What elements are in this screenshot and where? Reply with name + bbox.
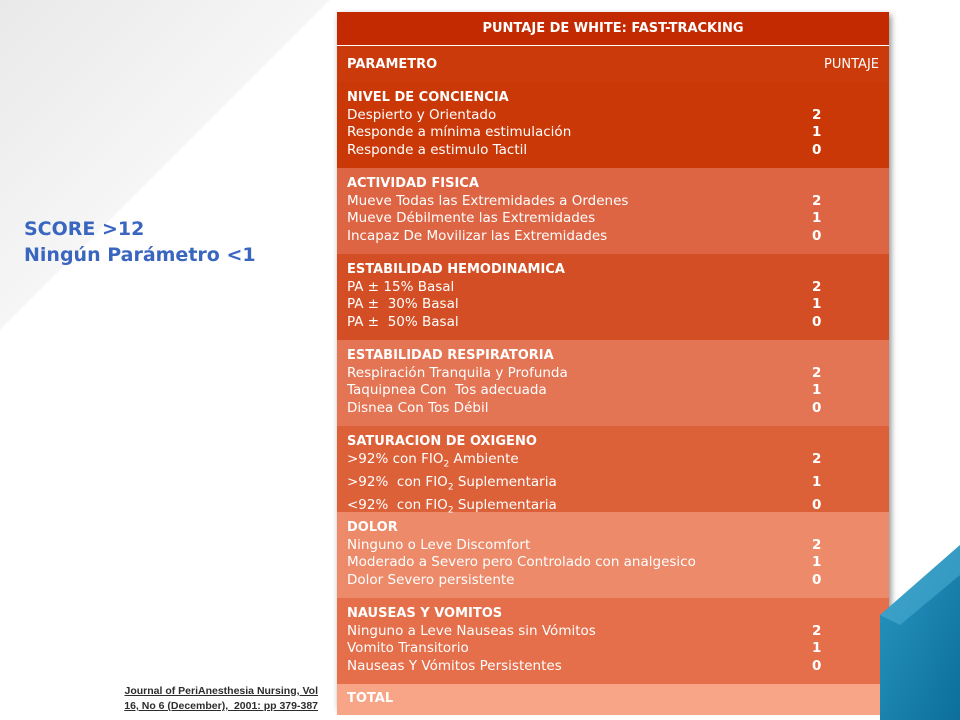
label-prefix: >92% con FIO: [347, 450, 444, 467]
row-score: 1: [812, 296, 822, 312]
label-suffix: Ambiente: [449, 450, 519, 467]
total-label: TOTAL: [347, 691, 394, 706]
fio2-subscript: 2: [443, 459, 450, 470]
row-score: 2: [812, 450, 822, 467]
row-label: Disnea Con Tos Débil: [347, 399, 489, 416]
row-score: 2: [812, 106, 822, 123]
row-label: Vomito Transitorio: [347, 640, 469, 656]
citation-line-2: 16, No 6 (December), 2001: pp 379-387: [124, 700, 318, 712]
column-header-parametro: PARAMETRO: [347, 56, 438, 72]
section-title: ESTABILIDAD RESPIRATORIA: [347, 348, 554, 363]
row-score: 2: [812, 278, 822, 295]
table-row: [347, 658, 879, 676]
section-title: ACTIVIDAD FISICA: [347, 176, 479, 191]
row-label: Respiración Tranquila y Profunda: [347, 364, 568, 381]
row-score: 0: [812, 227, 822, 244]
table-row: [347, 400, 879, 418]
table-row: [347, 640, 879, 658]
row-score: 1: [812, 124, 822, 140]
table-row: [347, 497, 879, 520]
table-row: [347, 296, 879, 314]
column-header-row: [337, 46, 889, 82]
row-label: Responde a estimulo Tactil: [347, 141, 528, 158]
score-line-2: Ningún Parámetro <1: [24, 244, 256, 266]
citation-line-1: Journal of PeriAnesthesia Nursing, Vol: [124, 685, 318, 697]
row-score: 2: [812, 622, 822, 639]
row-score: 1: [812, 640, 822, 656]
table-row: [347, 572, 879, 590]
citation: [60, 684, 318, 714]
row-score: 0: [812, 496, 822, 513]
total-row: [337, 684, 889, 715]
row-score: 0: [812, 313, 822, 330]
row-score: 1: [812, 210, 822, 226]
table-title: PUNTAJE DE WHITE: FAST-TRACKING: [337, 12, 889, 46]
row-score: 0: [812, 399, 822, 416]
table-row: [347, 554, 879, 572]
row-label: Taquipnea Con Tos adecuada: [347, 382, 547, 398]
table-row: [347, 365, 879, 383]
row-label: Ninguno a Leve Nauseas sin Vómitos: [347, 622, 596, 639]
label-suffix: Suplementaria: [453, 473, 557, 490]
column-header-puntaje: PUNTAJE: [824, 56, 879, 72]
score-note: [24, 216, 256, 268]
row-label: Mueve Todas las Extremidades a Ordenes: [347, 192, 629, 209]
row-label: Ninguno o Leve Discomfort: [347, 536, 531, 553]
table-row: [347, 142, 879, 160]
section-saturacion-oxigeno: [337, 426, 889, 516]
section-title: NIVEL DE CONCIENCIA: [347, 90, 509, 105]
row-score: 1: [812, 554, 822, 570]
fio2-subscript: 2: [447, 505, 454, 516]
row-score: 0: [812, 141, 822, 158]
row-label: [347, 451, 812, 474]
row-label: Moderado a Severo pero Controlado con analgesico: [347, 554, 696, 570]
label-prefix: <92% con FIO: [347, 496, 448, 513]
section-nauseas-vomitos: [337, 598, 889, 684]
score-line-1: SCORE >12: [24, 218, 145, 240]
table-row: [347, 623, 879, 641]
row-label: Mueve Débilmente las Extremidades: [347, 210, 596, 226]
row-score: 0: [812, 571, 822, 588]
table-row: [347, 107, 879, 125]
section-title: DOLOR: [347, 520, 398, 535]
table-row: [347, 314, 879, 332]
section-nivel-conciencia: [337, 82, 889, 168]
row-label: PA ± 30% Basal: [347, 296, 459, 312]
section-title: SATURACION DE OXIGENO: [347, 434, 537, 449]
white-score-table: [337, 12, 889, 707]
row-score: 1: [812, 473, 822, 490]
label-suffix: Suplementaria: [453, 496, 557, 513]
section-estabilidad-respiratoria: [337, 340, 889, 426]
table-row: [347, 210, 879, 228]
row-label: Nauseas Y Vómitos Persistentes: [347, 657, 562, 674]
row-score: 0: [812, 657, 822, 674]
row-label: Responde a mínima estimulación: [347, 124, 572, 140]
table-row: [347, 124, 879, 142]
label-prefix: >92% con FIO: [347, 473, 448, 490]
table-row: [347, 382, 879, 400]
table-row: [347, 279, 879, 297]
section-actividad-fisica: [337, 168, 889, 254]
corner-decoration: [880, 545, 960, 720]
row-score: 2: [812, 192, 822, 209]
table-row: [347, 451, 879, 474]
row-label: [347, 474, 812, 497]
section-title: NAUSEAS Y VOMITOS: [347, 606, 503, 621]
table-row: [347, 193, 879, 211]
section-dolor: [337, 512, 889, 598]
section-estabilidad-hemodinamica: [337, 254, 889, 340]
row-label: [347, 497, 812, 520]
row-label: Despierto y Orientado: [347, 106, 497, 123]
row-score: 2: [812, 364, 822, 381]
table-row: [347, 474, 879, 497]
row-label: PA ± 50% Basal: [347, 313, 459, 330]
row-label: PA ± 15% Basal: [347, 278, 455, 295]
fio2-subscript: 2: [447, 482, 454, 493]
row-label: Incapaz De Movilizar las Extremidades: [347, 227, 608, 244]
row-label: Dolor Severo persistente: [347, 571, 515, 588]
row-score: 1: [812, 382, 822, 398]
row-score: 2: [812, 536, 822, 553]
section-title: ESTABILIDAD HEMODINAMICA: [347, 262, 565, 277]
table-row: [347, 537, 879, 555]
table-row: [347, 228, 879, 246]
